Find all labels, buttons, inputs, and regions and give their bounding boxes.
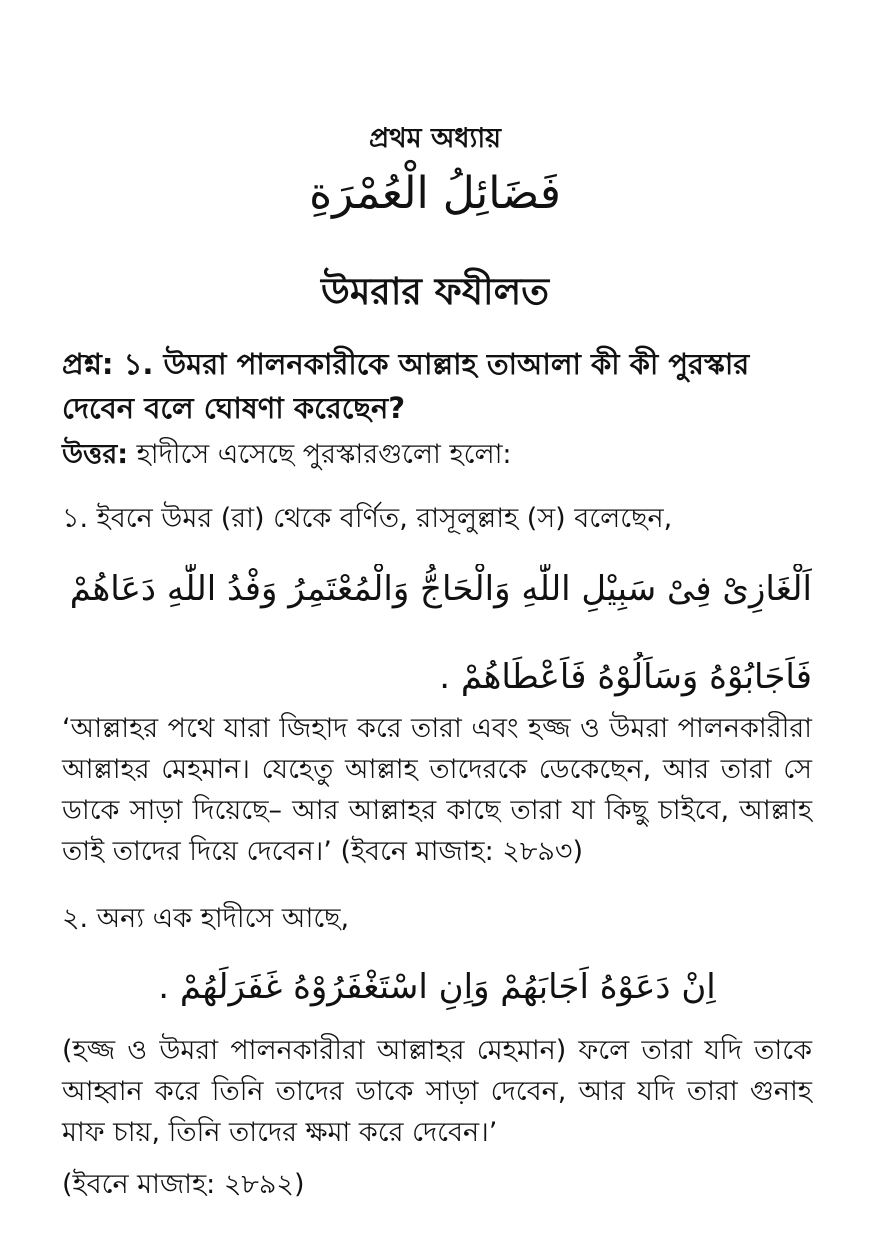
hadith-1-arabic-line-1: اَلْغَازِىْ فِىْ سَبِيْلِ اللّٰهِ وَالْحَاجُّ وَالْمُعْتَمِرُ وَفْدُ اللّٰهِ دَعَاهُمْ: [69, 569, 812, 609]
question-label: প্রশ্ন:: [62, 347, 114, 381]
hadith-2-intro: ২. অন্য এক হাদীসে আছে,: [62, 903, 350, 934]
question-paragraph: [62, 342, 812, 430]
bengali-title: উমরার ফযীলত: [321, 270, 549, 313]
chapter-heading: প্রথম অধ্যায়: [368, 123, 502, 154]
hadith-1-arabic-line-2: فَاَجَابُوْهُ وَسَاَلُوْهُ فَاَعْطَاهُمْ .: [439, 657, 812, 697]
hadith-2-translation: (হজ্জ ও উমরা পালনকারীরা আল্লাহর মেহমান) ফলে তারা যদি তাকে আহ্বান করে তিনি তাদের ডাকে সাড়া দেবেন, আর যদি তারা গুনাহ মাফ চায়, তিনি তাদের ক্ষমা করে দেবেন।’: [62, 1035, 812, 1148]
hadith-1-translation: ‘আল্লাহর পথে যারা জিহাদ করে তারা এবং হজ্জ ও উমরা পালনকারীরা আল্লাহর মেহমান। যেহেতু আল্লাহ তাদেরকে ডেকেছেন, আর তারা সে ডাকে সাড়া দিয়েছে– আর আল্লাহর কাছে তারা যা কিছু চাইবে, আল্লাহ তাই তাদের দিয়ে দেবেন।’ (ইবনে মাজাহ: ২৮৯৩): [62, 713, 812, 867]
answer-paragraph: [62, 434, 812, 475]
hadith-2-arabic-line: اِنْ دَعَوْهُ اَجَابَهُمْ وَاِنِ اسْتَغْفَرُوْهُ غَفَرَلَهُمْ .: [158, 967, 716, 1007]
hadith-1-intro: ১. ইবনে উমর (রা) থেকে বর্ণিত, রাসূলুল্লাহ (স) বলেছেন,: [62, 503, 673, 534]
answer-text: হাদীসে এসেছে পুরস্কারগুলো হলো:: [136, 439, 512, 470]
arabic-title: فَضَائِلُ الْعُمْرَةِ: [309, 168, 561, 219]
hadith-2-reference: (ইবনে মাজাহ: ২৮৯২): [62, 1169, 305, 1200]
question-text: ১. উমরা পালনকারীকে আল্লাহ তাআলা কী কী পুরস্কার দেবেন বলে ঘোষণা করেছেন?: [62, 347, 750, 425]
answer-label: উত্তর:: [62, 439, 128, 470]
